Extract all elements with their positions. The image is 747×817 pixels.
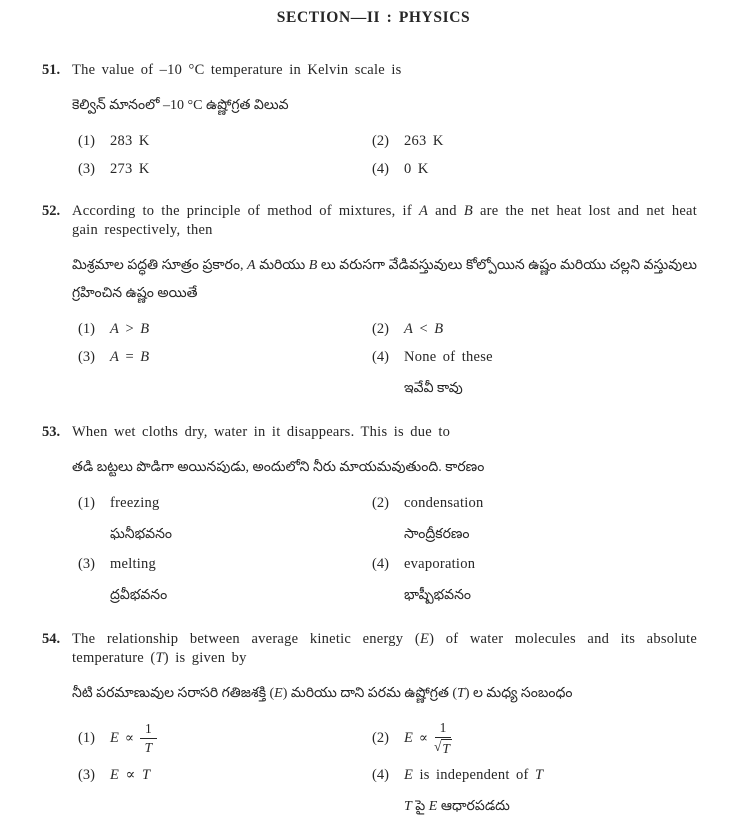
question-number: 54.: [42, 631, 61, 647]
option-label: (4): [372, 161, 389, 177]
option-1: [78, 494, 372, 545]
option-text-te: ఘనీభవనం: [110, 527, 173, 542]
option-content: [110, 555, 372, 606]
option-1: [78, 320, 372, 338]
option-row: [78, 555, 697, 606]
option-formula: [404, 720, 452, 756]
formula-variable: E: [404, 729, 413, 746]
option-row: [78, 132, 697, 150]
option-text: 273 K: [110, 161, 150, 177]
question-text-te: మిశ్రమాల పద్ధతి సూత్రం ప్రకారం, A మరియు B లు వరుసగా వేడివస్తువులు కోల్పోయిన ఉష్ణం మరియు చల్లని వస్తువులు గ్రహించిన ఉష్ణం అయితే: [72, 258, 697, 301]
question-body: [72, 423, 697, 606]
option-text: 283 K: [110, 133, 150, 149]
option-label: (2): [372, 321, 389, 337]
options: [78, 320, 697, 399]
option-content: [110, 494, 372, 545]
fraction-numerator: 1: [140, 721, 157, 739]
option-text-te: ఇవేవీ కావు: [404, 381, 463, 396]
option-label: (3): [78, 767, 95, 784]
option-text: condensation: [404, 495, 484, 511]
question-52: [42, 202, 697, 399]
option-text: evaporation: [404, 556, 476, 572]
fraction: [434, 720, 452, 756]
option-3: [78, 766, 372, 784]
option-4: [372, 555, 697, 606]
option-2: [372, 720, 697, 756]
option-1: [78, 721, 372, 755]
formula-variable: E: [110, 729, 119, 746]
option-3: [78, 160, 372, 178]
question-text-te: కెల్విన్ మానంలో –10 °C ఉష్ణోగ్రత విలువ: [72, 98, 289, 113]
question-54: [42, 630, 697, 817]
section-title: SECTION—II : PHYSICS: [276, 9, 471, 26]
option-content: [404, 348, 697, 399]
option-label: (4): [372, 556, 389, 572]
option-row: [78, 766, 697, 817]
option-text-te: ద్రవీభవనం: [110, 588, 168, 603]
option-label: (2): [372, 730, 389, 747]
question-body: [72, 630, 697, 817]
question-body: [72, 61, 697, 178]
option-4: [372, 160, 697, 178]
square-root-symbol: √: [434, 738, 442, 754]
option-label: (4): [372, 349, 389, 365]
proportional-symbol: ∝: [418, 730, 428, 746]
option-content: [404, 555, 697, 606]
option-label: (1): [78, 133, 95, 149]
option-label: (1): [78, 730, 95, 747]
option-label: (1): [78, 495, 95, 511]
option-row: [78, 720, 697, 756]
question-text-en: According to the principle of method of mixtures, if A and B are the net heat lost and net heat gain respectively, then: [72, 203, 697, 238]
option-2: [372, 320, 697, 338]
option-4: [372, 766, 697, 817]
option-row: [78, 320, 697, 338]
option-text: melting: [110, 556, 157, 572]
option-formula: [110, 721, 157, 755]
question-body: [72, 202, 697, 399]
option-row: [78, 348, 697, 399]
option-text: A = B: [110, 349, 150, 365]
option-label: (3): [78, 556, 95, 572]
option-2: [372, 494, 697, 545]
option-2: [372, 132, 697, 150]
option-3: [78, 555, 372, 606]
option-label: (2): [372, 495, 389, 511]
question-number: 51.: [42, 62, 61, 78]
fraction: [140, 721, 157, 755]
fraction-numerator: 1: [435, 720, 452, 738]
option-text: A > B: [110, 321, 150, 337]
question-text-en: The relationship between average kinetic energy (E) of water molecules and its absolute temperature (T) is given by: [72, 631, 697, 666]
question-text-en: The value of –10 °C temperature in Kelvin scale is: [72, 62, 402, 78]
question-text-te: తడి బట్టలు పొడిగా అయినపుడు, అందులోని నీరు మాయమవుతుంది. కారణం: [72, 460, 485, 475]
option-label: (4): [372, 767, 389, 784]
option-label: (3): [78, 161, 95, 177]
option-text: 0 K: [404, 161, 429, 177]
question-number: 52.: [42, 203, 61, 219]
option-label: (2): [372, 133, 389, 149]
question-text-en: When wet cloths dry, water in it disappears. This is due to: [72, 424, 451, 440]
question-51: [42, 61, 697, 178]
option-label: (1): [78, 321, 95, 337]
option-3: [78, 348, 372, 366]
options: [78, 132, 697, 178]
option-text: E ∝ T: [110, 767, 151, 784]
options: [78, 720, 697, 817]
fraction-denominator: [434, 738, 452, 757]
fraction-denominator: [145, 739, 153, 756]
option-text-te: సాంద్రీకరణం: [404, 527, 470, 542]
question-text-te: నీటి పరమాణువుల సరాసరి గతిజశక్తి (E) మరియు దాని పరమ ఉష్ణోగ్రత (T) ల మధ్య సంబంధం: [72, 686, 573, 701]
option-text: E is independent of T: [404, 767, 544, 784]
option-text: 263 K: [404, 133, 444, 149]
formula-variable: T: [442, 740, 450, 756]
option-1: [78, 132, 372, 150]
proportional-symbol: ∝: [124, 730, 134, 746]
option-text-te: భాష్పీభవనం: [404, 588, 472, 603]
option-text: freezing: [110, 495, 160, 511]
option-text-te: T పై E ఆధారపడదు: [404, 799, 510, 815]
option-4: [372, 348, 697, 399]
option-text: A < B: [404, 321, 444, 337]
option-text: None of these: [404, 349, 493, 365]
option-content: [404, 494, 697, 545]
option-content: [404, 766, 697, 817]
question-53: [42, 423, 697, 606]
option-row: [78, 494, 697, 545]
option-row: [78, 160, 697, 178]
options: [78, 494, 697, 606]
option-label: (3): [78, 349, 95, 365]
formula-variable: T: [144, 739, 153, 755]
question-number: 53.: [42, 424, 61, 440]
